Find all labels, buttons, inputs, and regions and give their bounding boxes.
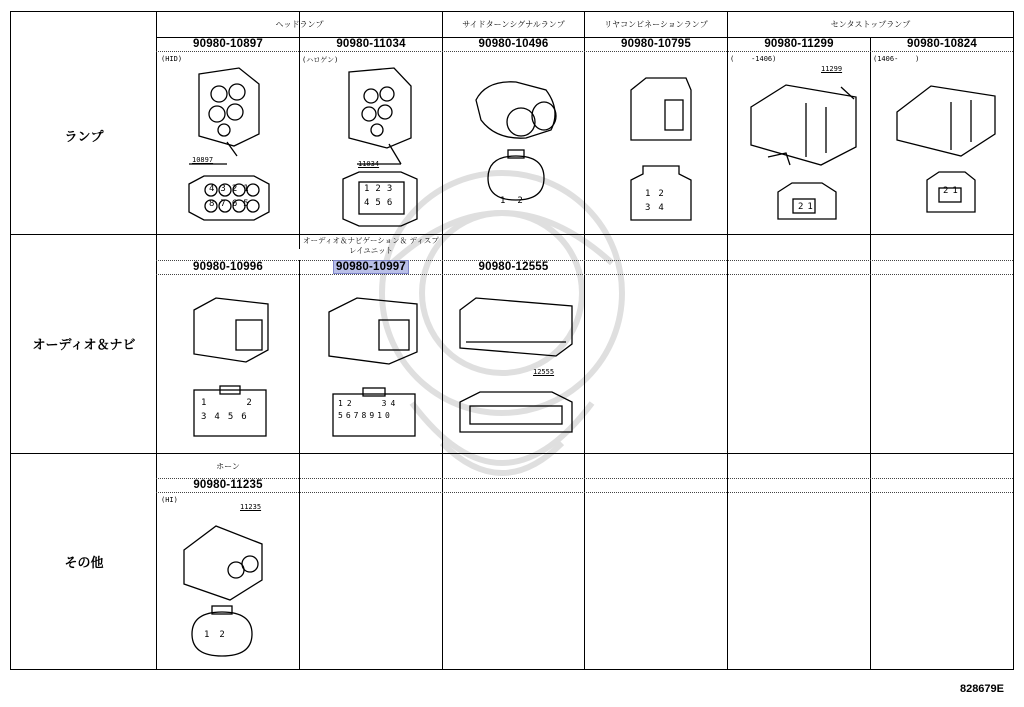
connector-table bbox=[10, 11, 1014, 670]
row-divider bbox=[156, 51, 1013, 52]
figure-number: 828679E bbox=[959, 683, 1004, 695]
pin-labels-10496 bbox=[500, 196, 535, 206]
pin-label: 6 bbox=[386, 198, 399, 208]
part-number[interactable]: 90980-12555 bbox=[478, 261, 549, 273]
pin-label: 6 bbox=[241, 412, 255, 422]
row-header-audio-navi: オーディオ＆ナビ bbox=[32, 338, 136, 353]
pin-label: 2 bbox=[231, 184, 244, 194]
col-divider bbox=[442, 12, 443, 669]
variant-note: (HI) bbox=[161, 496, 178, 504]
variant-note: (ハロゲン) bbox=[302, 56, 339, 64]
group-audio-nav-display: オーディオ＆ナビゲーション＆ ディスプレイユニット bbox=[303, 236, 439, 255]
group-headlamp: ヘッドランプ bbox=[275, 20, 324, 29]
pin-labels-10997 bbox=[338, 398, 399, 422]
pin-label: 2 bbox=[375, 184, 387, 194]
pin-label: 8 bbox=[361, 411, 370, 420]
pin-label: 3 bbox=[381, 399, 391, 408]
pin-label: 3 bbox=[645, 203, 659, 213]
pin-label: 3 bbox=[201, 412, 215, 422]
pin-label: 2 bbox=[219, 630, 235, 640]
part-number-highlighted[interactable] bbox=[300, 261, 442, 273]
pin-labels-10795 bbox=[645, 189, 672, 213]
pin-label: 1 bbox=[201, 398, 207, 408]
col-divider bbox=[727, 12, 728, 669]
pin-labels-11034 bbox=[364, 184, 398, 208]
pin-label: 1 bbox=[807, 202, 817, 212]
part-number[interactable]: 90980-10795 bbox=[621, 38, 691, 50]
pin-label: 4 bbox=[209, 184, 221, 194]
callout-label: 11235 bbox=[240, 503, 262, 511]
row-divider bbox=[156, 274, 1013, 275]
part-number[interactable]: 90980-10996 bbox=[193, 261, 263, 273]
pin-label: 8 bbox=[209, 199, 221, 209]
group-horn: ホーン bbox=[216, 462, 240, 471]
pin-label: 2 bbox=[798, 202, 808, 212]
col-divider bbox=[870, 37, 871, 669]
pin-label: 1 bbox=[204, 630, 220, 640]
variant-note: (HID) bbox=[161, 55, 183, 63]
pin-label: 1 bbox=[243, 184, 255, 194]
pin-labels-10996 bbox=[201, 396, 255, 424]
pin-label: 4 bbox=[658, 203, 672, 213]
pin-label: 5 bbox=[375, 198, 387, 208]
pin-label: 1 bbox=[364, 184, 376, 194]
pin-label: 2 bbox=[517, 196, 535, 206]
pin-label: 4 bbox=[214, 412, 228, 422]
pin-labels-10897 bbox=[209, 184, 255, 209]
row-divider bbox=[11, 234, 1013, 235]
pin-label: 7 bbox=[220, 199, 232, 209]
row-divider bbox=[11, 453, 1013, 454]
pin-label: 7 bbox=[353, 411, 362, 420]
row-header-lamp: ランプ bbox=[64, 130, 104, 145]
pin-label: 1 bbox=[952, 186, 962, 196]
callout-label: 11299 bbox=[821, 65, 843, 73]
pin-label: 4 bbox=[364, 198, 376, 208]
group-center-stop: センタストップランプ bbox=[830, 20, 911, 29]
part-number[interactable]: 90980-11034 bbox=[336, 38, 406, 50]
callout-label: 12555 bbox=[533, 368, 555, 376]
pin-label: 2 bbox=[346, 399, 356, 408]
pin-label: 5 bbox=[338, 411, 346, 420]
callout-label: 10897 bbox=[192, 156, 214, 164]
col-divider bbox=[299, 260, 300, 669]
pin-label: 4 bbox=[390, 399, 400, 408]
pin-label: 10 bbox=[377, 411, 393, 420]
variant-note: (1406- ) bbox=[873, 55, 920, 63]
pin-label: 3 bbox=[386, 184, 399, 194]
col-divider bbox=[584, 12, 585, 669]
pin-label: 5 bbox=[227, 412, 242, 422]
part-number[interactable]: 90980-10824 bbox=[907, 38, 977, 50]
connector-12555-drawing bbox=[456, 292, 576, 442]
group-side-turn: サイドターンシグナルランプ bbox=[462, 20, 565, 29]
pin-label: 6 bbox=[231, 199, 244, 209]
pin-labels-11235 bbox=[204, 630, 235, 640]
pin-label: 1 bbox=[338, 399, 347, 408]
group-rear-combi: リヤコンビネーションランプ bbox=[604, 20, 708, 29]
pin-label: 9 bbox=[369, 411, 378, 420]
part-number[interactable]: 90980-10496 bbox=[478, 38, 549, 50]
pin-label: 2 bbox=[943, 186, 953, 196]
variant-note: ( -1406) bbox=[730, 55, 777, 63]
callout-label: 11034 bbox=[358, 160, 380, 168]
part-number-label: 90980-10997 bbox=[336, 261, 406, 273]
row-header-other: その他 bbox=[64, 555, 104, 571]
part-number[interactable]: 90980-10897 bbox=[193, 38, 263, 50]
pin-label: 6 bbox=[345, 411, 354, 420]
pin-labels-11299 bbox=[798, 202, 817, 212]
part-number[interactable]: 90980-11235 bbox=[193, 479, 263, 491]
pin-label: 1 bbox=[500, 196, 518, 206]
pin-label: 5 bbox=[243, 199, 255, 209]
pin-label: 2 bbox=[658, 189, 672, 199]
pin-labels-10824 bbox=[943, 186, 962, 196]
part-number[interactable]: 90980-11299 bbox=[764, 38, 834, 50]
connector-10824-drawing bbox=[891, 72, 1001, 222]
row-divider bbox=[156, 492, 1013, 493]
pin-label: 2 bbox=[246, 398, 252, 408]
pin-label: 3 bbox=[220, 184, 232, 194]
pin-label: 1 bbox=[645, 189, 659, 199]
